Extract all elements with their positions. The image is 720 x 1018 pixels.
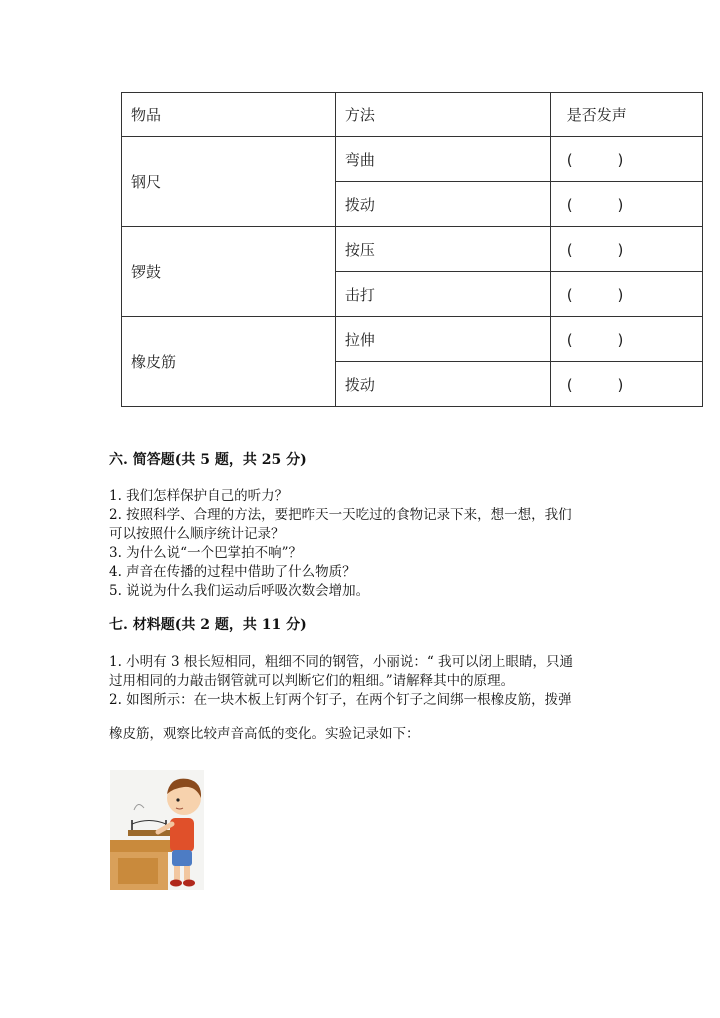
boy-shorts: [172, 850, 192, 866]
method-cell: 拨动: [335, 362, 550, 407]
table-header-row: [122, 93, 703, 137]
answer-blank[interactable]: [550, 272, 702, 317]
answer-placeholder: ( ): [566, 240, 624, 259]
table-panel: [118, 858, 158, 884]
question-line: 1. 小明有 3 根长短相同，粗细不同的钢管，小丽说：“ 我可以闭上眼睛，只通: [109, 654, 574, 670]
header-sound: 是否发声: [550, 93, 702, 137]
boy-shoe: [183, 880, 195, 887]
question-line: 橡皮筋，观察比较声音高低的变化。实验记录如下：: [109, 726, 420, 742]
section-6-title: 六. 简答题(共 5 题，共 25 分): [109, 452, 307, 468]
boy-eye: [176, 798, 179, 801]
answer-blank[interactable]: [550, 182, 702, 227]
answer-placeholder: ( ): [566, 330, 624, 349]
item-cell: 锣鼓: [122, 227, 336, 317]
header-item: 物品: [122, 93, 336, 137]
question-line: 1. 我们怎样保护自己的听力？: [109, 488, 289, 504]
boy-leg: [184, 866, 190, 880]
header-method: 方法: [335, 93, 550, 137]
method-cell: 拉伸: [335, 317, 550, 362]
answer-placeholder: ( ): [566, 285, 624, 304]
question-line: 过用相同的力敲击钢管就可以判断它们的粗细。”请解释其中的原理。: [109, 673, 515, 689]
question-line: 可以按照什么顺序统计记录？: [109, 526, 285, 542]
question-line: 3. 为什么说“一个巴掌拍不响”？: [109, 545, 302, 561]
section-7-title: 七. 材料题(共 2 题，共 11 分): [109, 617, 307, 633]
table-row: [122, 137, 703, 182]
method-cell: 弯曲: [335, 137, 550, 182]
table-row: [122, 227, 703, 272]
question-line: 5. 说说为什么我们运动后呼吸次数会增加。: [109, 583, 370, 599]
table-row: [122, 317, 703, 362]
boy-leg: [174, 866, 180, 880]
item-cell: 橡皮筋: [122, 317, 336, 407]
boy-shoe: [170, 880, 182, 887]
item-cell: 钢尺: [122, 137, 336, 227]
answer-blank[interactable]: [550, 227, 702, 272]
answer-blank[interactable]: [550, 317, 702, 362]
answer-placeholder: ( ): [566, 375, 624, 394]
sound-experiment-table: [121, 92, 703, 407]
table-top: [110, 840, 172, 852]
question-line: 2. 按照科学、合理的方法，要把昨天一天吃过的食物记录下来，想一想，我们: [109, 507, 572, 523]
answer-blank[interactable]: [550, 362, 702, 407]
boy-plucking-rubber-band-illustration: [110, 770, 204, 890]
answer-placeholder: ( ): [566, 150, 624, 169]
answer-blank[interactable]: [550, 137, 702, 182]
method-cell: 拨动: [335, 182, 550, 227]
question-line: 2. 如图所示：在一块木板上钉两个钉子，在两个钉子之间绑一根橡皮筋，拨弹: [109, 692, 572, 708]
question-line: 4. 声音在传播的过程中借助了什么物质？: [109, 564, 356, 580]
answer-placeholder: ( ): [566, 195, 624, 214]
method-cell: 击打: [335, 272, 550, 317]
method-cell: 按压: [335, 227, 550, 272]
